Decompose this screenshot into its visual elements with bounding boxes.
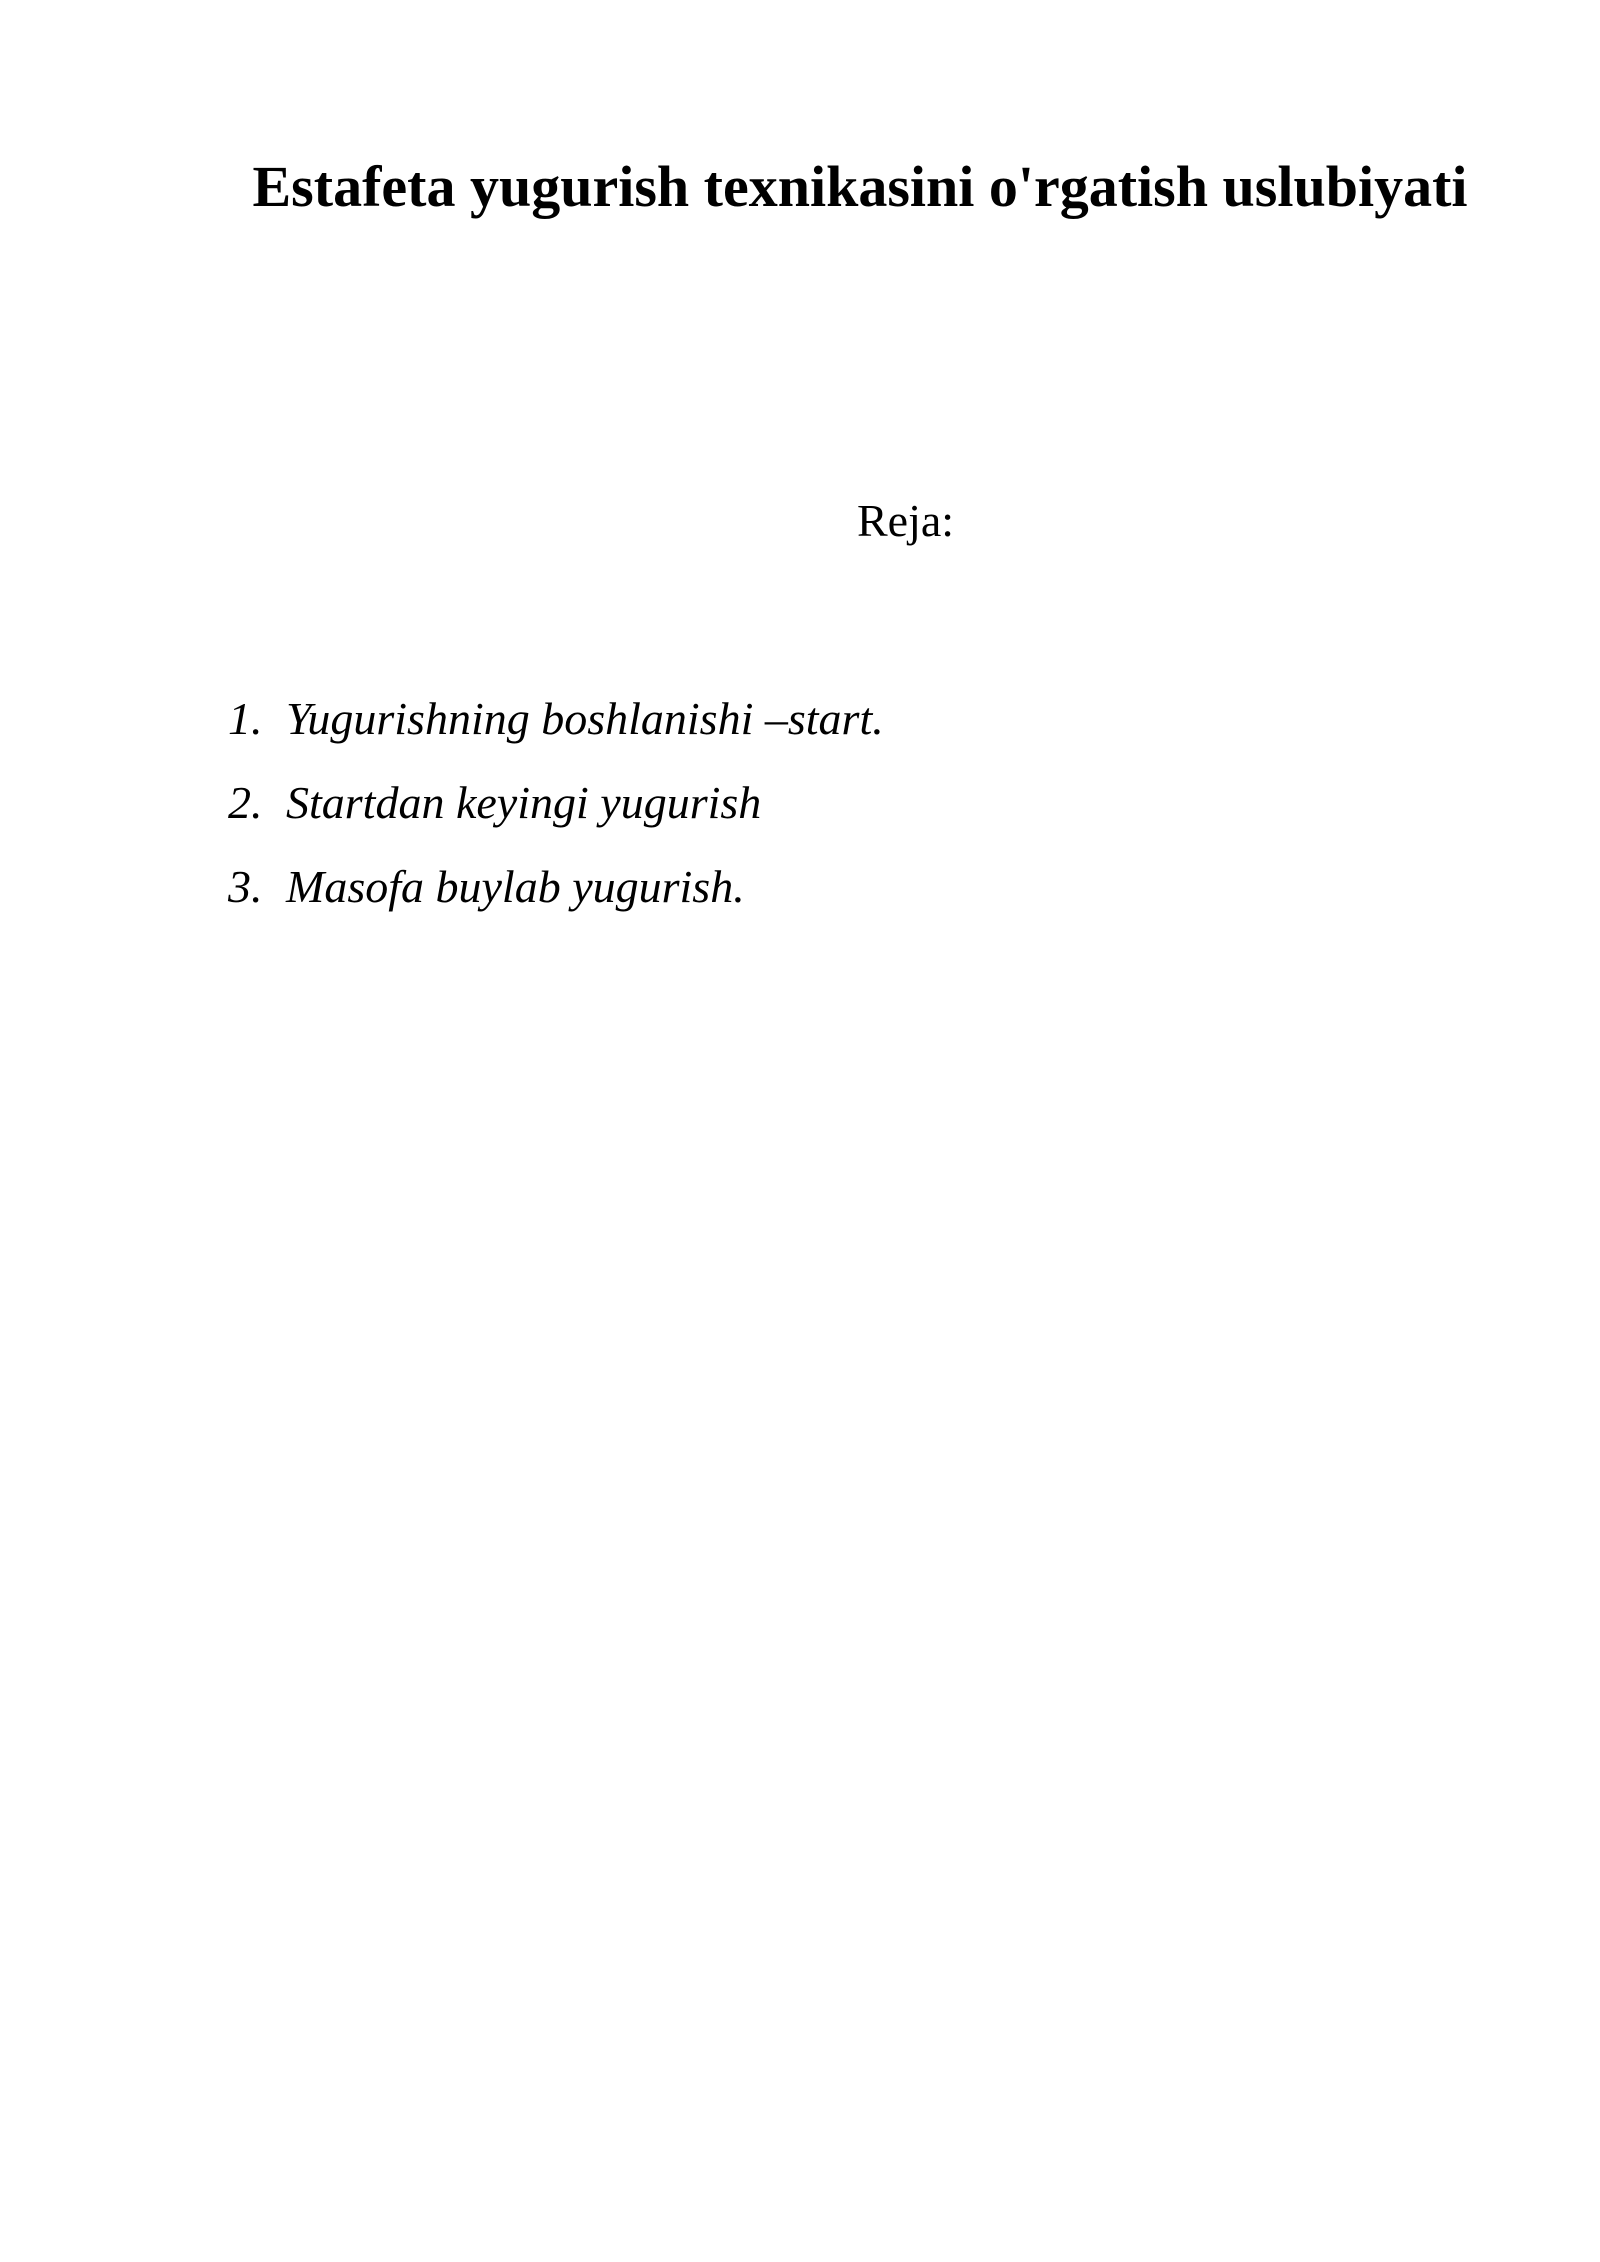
plan-item-text: Startdan keyingi yugurish: [286, 777, 762, 828]
plan-list: [228, 690, 884, 942]
plan-heading: Reja:: [857, 495, 955, 546]
plan-item-1: [228, 690, 884, 774]
plan-item-2: [228, 774, 884, 858]
plan-item-text: Masofa buylab yugurish.: [286, 861, 745, 912]
plan-item-3: [228, 858, 884, 942]
plan-item-number: 2.: [228, 777, 263, 828]
plan-item-text: Yugurishning boshlanishi –start.: [286, 693, 884, 744]
document-title: Estafeta yugurish texnikasini o'rgatish uslubiyati: [252, 154, 1468, 219]
plan-item-number: 3.: [228, 861, 263, 912]
plan-item-number: 1.: [228, 693, 263, 744]
